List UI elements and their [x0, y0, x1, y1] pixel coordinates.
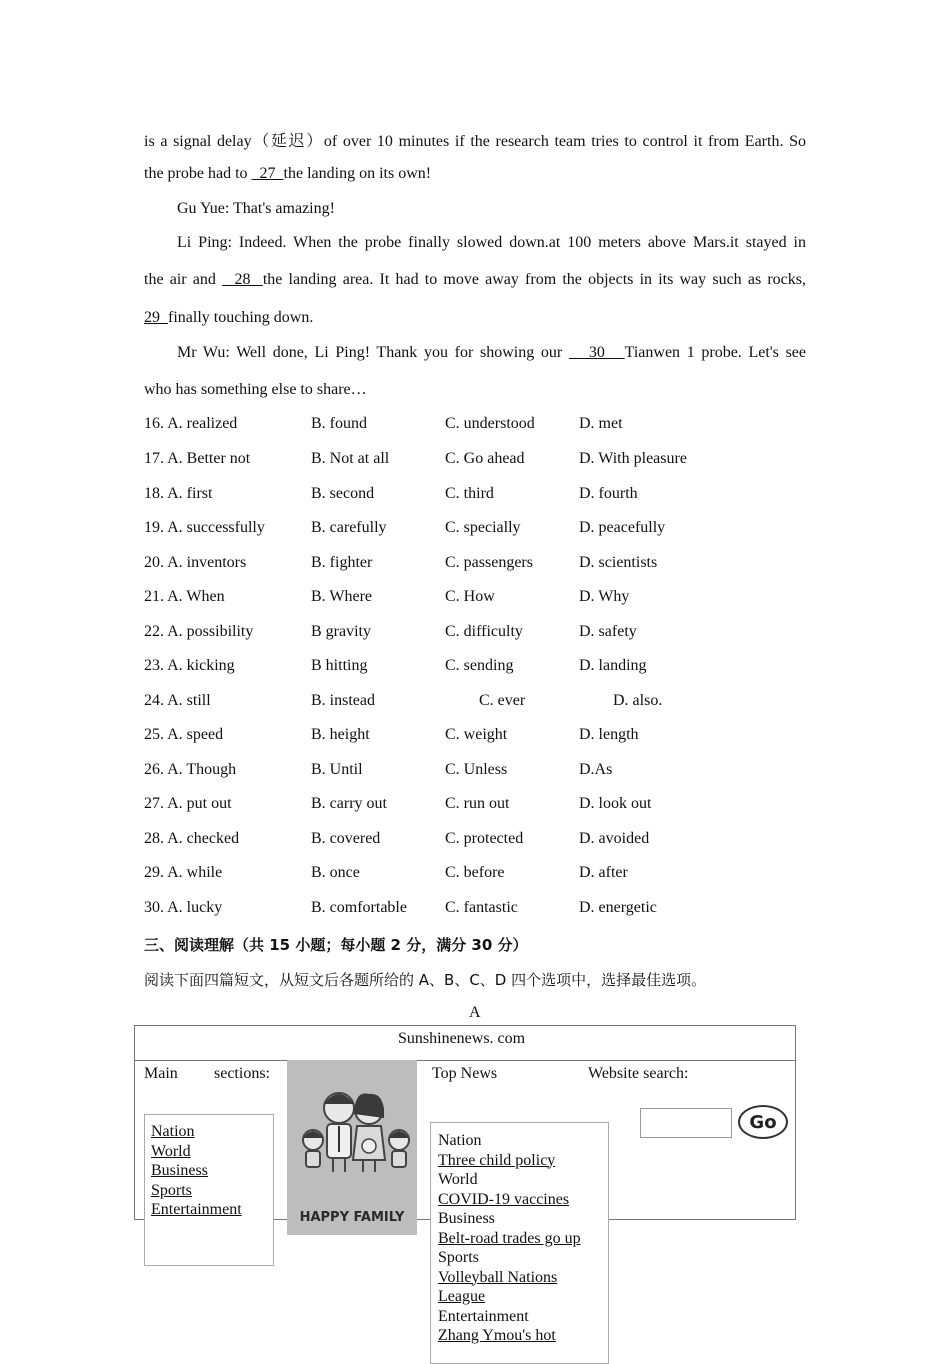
question-21-d: D. Why — [579, 588, 630, 605]
question-26-d: D.As — [579, 761, 613, 778]
question-16-c: C. understood — [445, 415, 535, 432]
question-20-a: 20. A. inventors — [144, 554, 247, 571]
passage-line: Mr Wu: Well done, Li Ping! Thank you for showing our 30 Tianwen 1 probe. Let's see — [177, 344, 807, 361]
section-heading: 三、阅读理解（共 15 小题；每小题 2 分，满分 30 分） — [144, 936, 528, 954]
question-28-d: D. avoided — [579, 830, 650, 847]
question-30-c: C. fantastic — [445, 899, 518, 916]
question-27-d: D. look out — [579, 795, 652, 812]
question-19-c: C. specially — [445, 519, 521, 536]
family-drawing — [287, 1060, 417, 1235]
question-23-b: B hitting — [311, 657, 368, 674]
question-23-a: 23. A. kicking — [144, 657, 235, 674]
news-category-entertainment: Entertainment — [438, 1307, 529, 1325]
question-19-a: 19. A. successfully — [144, 519, 265, 536]
question-29-d: D. after — [579, 864, 628, 881]
question-20-d: D. scientists — [579, 554, 658, 571]
question-22-b: B gravity — [311, 623, 371, 640]
blank-28: 28 — [222, 271, 263, 288]
question-30-d: D. energetic — [579, 899, 657, 916]
question-26-c: C. Unless — [445, 761, 508, 778]
question-23-c: C. sending — [445, 657, 514, 674]
question-29-a: 29. A. while — [144, 864, 223, 881]
question-25-a: 25. A. speed — [144, 726, 224, 743]
question-18-a: 18. A. first — [144, 485, 213, 502]
question-29-c: C. before — [445, 864, 505, 881]
news-category-sports: Sports — [438, 1249, 479, 1266]
section-link-sports[interactable]: Sports — [151, 1181, 192, 1199]
passage-line: Li Ping: Indeed. When the probe finally slowed down.at 100 meters above Mars.it stayed in — [177, 234, 806, 251]
blank-27: 27 — [251, 165, 284, 182]
top-news-list — [430, 1122, 609, 1364]
happy-family-image — [287, 1060, 417, 1235]
passage-line: the probe had to 27 the landing on its own! — [144, 165, 432, 182]
header-divider — [135, 1060, 795, 1061]
question-16-d: D. met — [579, 415, 623, 432]
question-27-c: C. run out — [445, 795, 510, 812]
question-21-a: 21. A. When — [144, 588, 225, 605]
blank-30: 30 — [568, 344, 625, 361]
passage-line: who has something else to share… — [144, 381, 367, 398]
passage-line: Gu Yue: That's amazing! — [177, 200, 335, 217]
news-link-belt-road[interactable]: Belt-road trades go up — [438, 1229, 581, 1247]
question-28-c: C. protected — [445, 830, 524, 847]
question-21-c: C. How — [445, 588, 495, 605]
news-link-zhang-ymou[interactable]: Zhang Ymou's hot — [438, 1327, 556, 1344]
question-18-b: B. second — [311, 485, 375, 502]
go-button[interactable]: Go — [738, 1105, 788, 1139]
website-title: Sunshinenews. com — [398, 1030, 526, 1047]
sections-list — [144, 1114, 274, 1266]
question-19-d: D. peacefully — [579, 519, 666, 536]
passage-line: the air and 28 the landing area. It had to move away from the objects in its way such as rocks, — [144, 271, 807, 288]
section-link-world[interactable]: World — [151, 1142, 191, 1160]
question-26-b: B. Until — [311, 761, 363, 778]
image-caption: HAPPY FAMILY — [299, 1210, 405, 1225]
question-24-a: 24. A. still — [144, 692, 211, 709]
question-30-b: B. comfortable — [311, 899, 407, 916]
question-27-a: 27. A. put out — [144, 795, 232, 812]
passage-line: 29 finally touching down. — [144, 309, 314, 326]
question-22-d: D. safety — [579, 623, 637, 640]
question-20-c: C. passengers — [445, 554, 533, 571]
question-28-a: 28. A. checked — [144, 830, 240, 847]
news-link-volleyball[interactable]: Volleyball Nations — [438, 1268, 558, 1286]
question-23-d: D. landing — [579, 657, 647, 674]
section-link-business[interactable]: Business — [151, 1162, 208, 1179]
question-17-a: 17. A. Better not — [144, 450, 251, 467]
question-24-d: D. also. — [613, 692, 663, 709]
news-category-world: World — [438, 1171, 478, 1188]
question-29-b: B. once — [311, 864, 360, 881]
question-17-c: C. Go ahead — [445, 450, 525, 467]
news-category-nation: Nation — [438, 1132, 482, 1149]
section-link-entertainment[interactable]: Entertainment — [151, 1201, 242, 1218]
top-news-label: Top News — [432, 1065, 498, 1082]
question-16-b: B. found — [311, 415, 367, 432]
passage-line: is a signal delay（延迟）of over 10 minutes if the research team tries to control it from Earth. So — [144, 133, 806, 150]
search-label: Website search: — [588, 1065, 689, 1082]
website-search-input[interactable] — [640, 1108, 732, 1138]
question-25-c: C. weight — [445, 726, 508, 743]
main-label: Main — [144, 1065, 178, 1082]
question-17-b: B. Not at all — [311, 450, 390, 467]
question-25-d: D. length — [579, 726, 639, 743]
news-link-covid-vaccines[interactable]: COVID-19 vaccines — [438, 1190, 570, 1208]
question-18-d: D. fourth — [579, 485, 638, 502]
section-link-nation[interactable]: Nation — [151, 1123, 195, 1140]
question-22-a: 22. A. possibility — [144, 623, 254, 640]
question-16-a: 16. A. realized — [144, 415, 238, 432]
question-26-a: 26. A. Though — [144, 761, 237, 778]
sections-label: sections: — [214, 1065, 270, 1082]
question-19-b: B. carefully — [311, 519, 387, 536]
question-24-c: C. ever — [479, 692, 526, 709]
question-30-a: 30. A. lucky — [144, 899, 223, 916]
question-18-c: C. third — [445, 485, 494, 502]
question-20-b: B. fighter — [311, 554, 373, 571]
question-24-b: B. instead — [311, 692, 375, 709]
question-22-c: C. difficulty — [445, 623, 523, 640]
question-17-d: D. With pleasure — [579, 450, 687, 467]
question-28-b: B. covered — [311, 830, 381, 847]
question-27-b: B. carry out — [311, 795, 387, 812]
section-instructions: 阅读下面四篇短文，从短文后各题所给的 A、B、C、D 四个选项中，选择最佳选项。 — [144, 971, 707, 989]
news-category-business: Business — [438, 1210, 495, 1227]
passage-label: A — [469, 1004, 481, 1021]
question-21-b: B. Where — [311, 588, 373, 605]
question-25-b: B. height — [311, 726, 370, 743]
news-link-volleyball-league[interactable]: League — [438, 1288, 486, 1305]
blank-29: 29 — [144, 309, 168, 326]
news-link-three-child-policy[interactable]: Three child policy — [438, 1151, 556, 1169]
